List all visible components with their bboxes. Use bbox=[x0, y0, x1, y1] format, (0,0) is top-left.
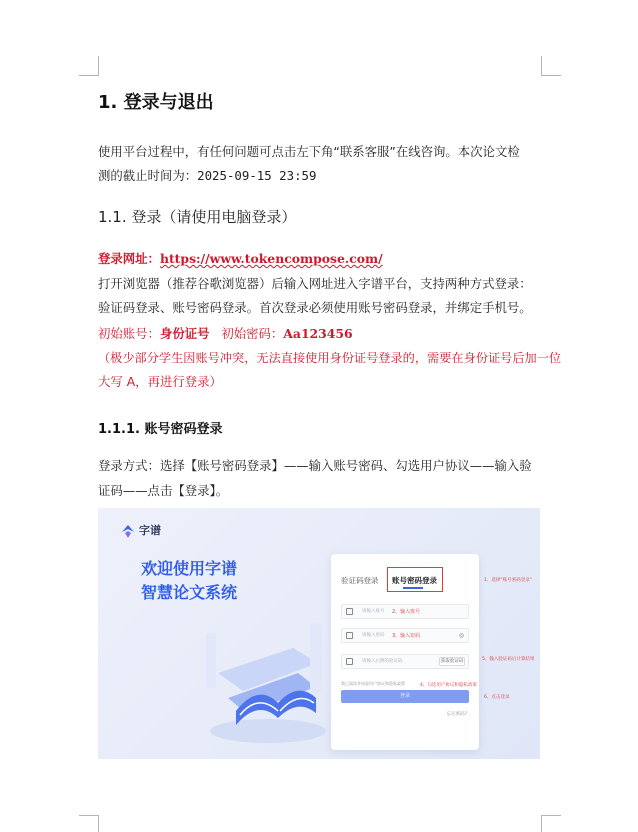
section-title: 1.1. 登录（请使用电脑登录） bbox=[98, 208, 297, 226]
annotation-3: 3、输入密码 bbox=[392, 633, 421, 639]
captcha-button[interactable]: 获取验证码 bbox=[440, 659, 464, 664]
brand-logo-icon bbox=[120, 523, 136, 539]
account-label: 初始账号： bbox=[98, 326, 160, 341]
welcome-line-1: 欢迎使用字谱 bbox=[141, 559, 238, 578]
para1-line-2: 验证码登录、账号密码登录。首次登录必须使用账号密码登录，并绑定手机号。 bbox=[98, 300, 532, 315]
crop-mark-bottom-left bbox=[79, 815, 99, 832]
page-title: 1. 登录与退出 bbox=[98, 92, 214, 113]
shield-icon bbox=[346, 658, 353, 665]
annotation-1: 1、选择“账号密码登录” bbox=[484, 578, 533, 583]
login-button[interactable]: 登录 bbox=[341, 690, 469, 703]
login-screenshot-figure bbox=[98, 508, 540, 759]
crop-mark-top-left bbox=[79, 56, 99, 76]
password-placeholder: 请输入密码 bbox=[362, 633, 385, 638]
agreement-checkbox-label[interactable]: 我已阅读并同意用户协议和隐私政策 bbox=[341, 681, 405, 686]
annotation-5: 5、输入验证码后计算结果 bbox=[482, 657, 535, 662]
intro-line-1: 使用平台过程中，有任何问题可点击左下角“联系客服”在线咨询。本次论文检 bbox=[98, 144, 520, 159]
password-value: Aa123456 bbox=[283, 326, 353, 341]
forgot-password-link[interactable]: 忘记密码? bbox=[446, 712, 467, 717]
tab-code-login[interactable]: 验证码登录 bbox=[341, 576, 379, 585]
password-label: 初始密码： bbox=[221, 326, 284, 341]
lock-icon bbox=[346, 632, 353, 639]
account-placeholder: 请输入账号 bbox=[362, 609, 385, 614]
login-card bbox=[331, 554, 479, 750]
note-line-2: 大写 A，再进行登录） bbox=[98, 374, 222, 389]
account-value: 身份证号 bbox=[159, 326, 210, 341]
annotation-2: 2、输入账号 bbox=[392, 609, 421, 615]
account-input[interactable] bbox=[341, 604, 469, 619]
brand-name: 字谱 bbox=[139, 524, 161, 537]
initial-credentials bbox=[98, 322, 353, 346]
annotation-6: 6、点击登录 bbox=[484, 695, 510, 700]
annotation-4: 4、勾选用户协议和隐私政策 bbox=[420, 683, 477, 688]
captcha-input[interactable] bbox=[341, 654, 469, 669]
captcha-placeholder: 请输入右侧的验证码 bbox=[362, 659, 403, 664]
deadline-label: 测的截止时间为： bbox=[98, 168, 198, 183]
welcome-line-2: 智慧论文系统 bbox=[141, 583, 238, 602]
user-icon bbox=[346, 608, 353, 615]
intro-line-2 bbox=[98, 164, 316, 188]
books-illustration bbox=[198, 603, 328, 753]
welcome-heading bbox=[141, 557, 237, 605]
eye-icon[interactable]: ◎ bbox=[458, 632, 464, 639]
password-input[interactable] bbox=[341, 628, 469, 643]
para1-line-1: 打开浏览器（推荐谷歌浏览器）后输入网址进入字谱平台，支持两种方式登录： bbox=[98, 276, 532, 291]
subsection-title: 1.1.1. 账号密码登录 bbox=[98, 422, 223, 437]
login-url-link[interactable]: https://www.tokencompose.com/ bbox=[159, 251, 383, 266]
tab-password-login[interactable]: 账号密码登录 bbox=[392, 576, 437, 585]
deadline-value: 2025-09-15 23:59 bbox=[197, 168, 317, 183]
crop-mark-bottom-right bbox=[541, 815, 561, 832]
url-line bbox=[98, 247, 383, 271]
highlight-box bbox=[387, 567, 443, 592]
steps-line-2: 证码——点击【登录】。 bbox=[98, 483, 229, 498]
steps-line-1: 登录方式：选择【账号密码登录】——输入账号密码、勾选用户协议——输入验 bbox=[98, 458, 532, 473]
note-line-1: （极少部分学生因账号冲突，无法直接使用身份证号登录的，需要在身份证号后加一位 bbox=[98, 351, 562, 365]
url-label: 登录网址： bbox=[98, 251, 160, 266]
crop-mark-top-right bbox=[541, 56, 561, 76]
